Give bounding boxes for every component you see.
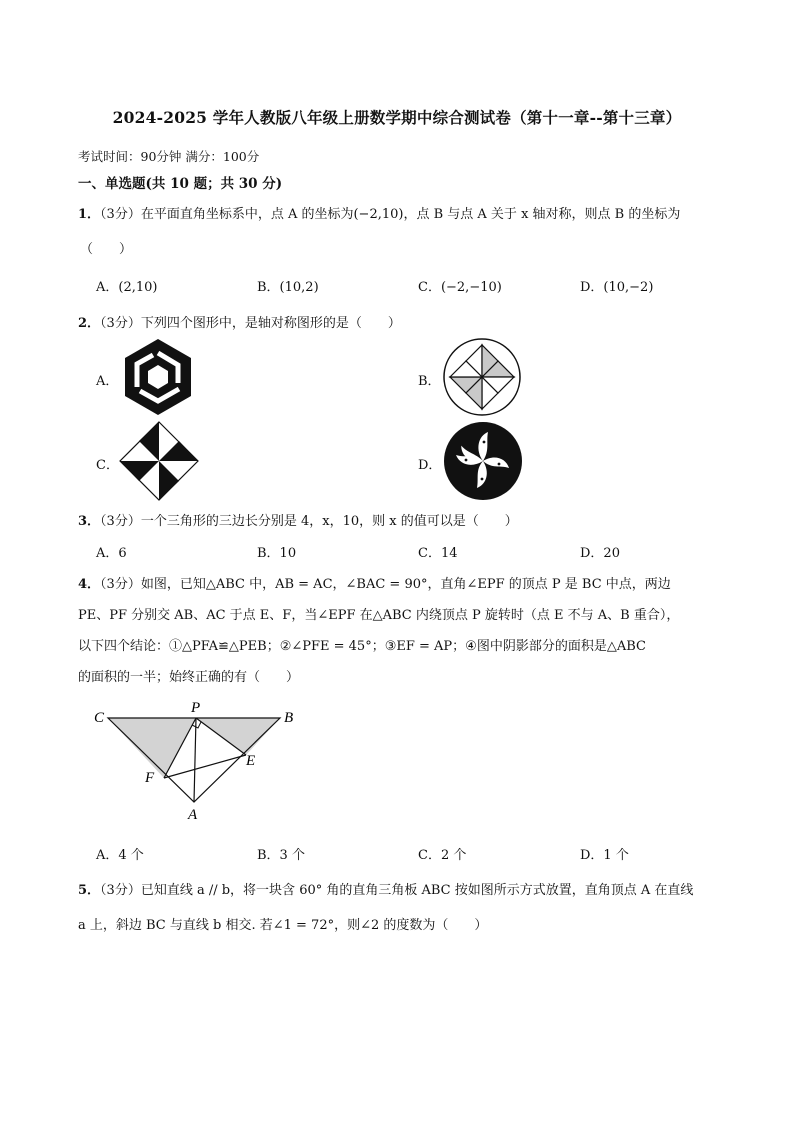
q1-number: 1．: [78, 207, 101, 222]
q4-option-d[interactable]: D．1 个: [580, 848, 629, 863]
q4-option-b[interactable]: B．3 个: [257, 848, 305, 863]
q2-figure-c-diamond: [118, 420, 200, 502]
q2-line1: [78, 312, 401, 331]
q1-option-d[interactable]: D．(10,−2): [580, 280, 654, 295]
q5-text-line1: 已知直线 a // b，将一块含 60° 角的直角三角板 ABC 按如图所示方式放置，直角顶点 A 在直线: [140, 883, 694, 898]
q4-label-b: B: [284, 710, 294, 726]
section-heading: 一、单选题(共 10 题；共 30 分): [78, 176, 283, 192]
q4-text-line4: 的面积的一半；始终正确的有（ ）: [78, 670, 300, 685]
q5-score: （3分）: [100, 883, 141, 898]
q2-figure-d-bauhinia: [442, 420, 524, 502]
q2-label-a[interactable]: A．: [96, 374, 119, 389]
q3-score: （3分）: [100, 514, 141, 529]
q4-option-a[interactable]: A．4 个: [96, 848, 144, 863]
q3-option-c[interactable]: C．14: [418, 546, 458, 561]
q2-text: 下列四个图形中，是轴对称图形的是（ ）: [140, 316, 401, 331]
q4-text-line3: 以下四个结论：①△PFA≌△PEB；②∠PFE = 45°；③EF = AP；④图中阴影部分的面积是△ABC: [78, 639, 646, 654]
q4-score: （3分）: [100, 577, 141, 592]
q4-label-a: A: [188, 807, 198, 823]
q2-label-d[interactable]: D．: [418, 458, 442, 473]
q5-line1: [78, 879, 693, 898]
q3-number: 3．: [78, 514, 101, 529]
q1-text: 在平面直角坐标系中，点 A 的坐标为(−2,10)，点 B 与点 A 关于 x 轴对称，则点 B 的坐标为: [140, 207, 681, 222]
q3-option-a[interactable]: A．6: [96, 546, 127, 561]
q4-label-c: C: [94, 710, 105, 726]
q3-text: 一个三角形的三边长分别是 4，x，10，则 x 的值可以是（ ）: [140, 514, 518, 529]
q5-number: 5．: [78, 883, 101, 898]
q4-line1: [78, 573, 671, 592]
q2-figure-b-pinwheel: [442, 337, 522, 417]
q4-number: 4．: [78, 577, 101, 592]
q1-option-b[interactable]: B．(10,2): [257, 280, 319, 295]
q2-label-c[interactable]: C．: [96, 458, 119, 473]
q1-line1: [78, 203, 680, 222]
exam-title: 2024-2025 学年人教版八年级上册数学期中综合测试卷（第十一章--第十三章）: [112, 108, 682, 127]
q2-score: （3分）: [100, 316, 141, 331]
q5-text-line2: a 上，斜边 BC 与直线 b 相交. 若∠1 = 72°，则∠2 的度数为（ ）: [78, 918, 488, 933]
exam-info: 考试时间：90分钟 满分：100分: [78, 149, 260, 164]
q1-option-c[interactable]: C．(−2,−10): [418, 280, 502, 295]
q4-label-f: F: [145, 770, 155, 786]
q4-text-line2: PE、PF 分别交 AB、AC 于点 E、F，当∠EPF 在△ABC 内绕顶点 P 旋转时（点 E 不与 A、B 重合），: [78, 608, 680, 623]
q4-triangle-figure: [88, 698, 318, 826]
q4-label-p: P: [191, 700, 201, 716]
q2-number: 2．: [78, 316, 101, 331]
q4-text-line1: 如图，已知△ABC 中，AB = AC，∠BAC = 90°，直角∠EPF 的顶点 P 是 BC 中点，两边: [140, 577, 671, 592]
q2-figure-a-hexagon-knot: [118, 337, 198, 417]
q1-option-a[interactable]: A．(2,10): [96, 280, 158, 295]
q1-score: （3分）: [100, 207, 141, 222]
q3-option-d[interactable]: D．20: [580, 546, 620, 561]
q4-label-e: E: [246, 753, 256, 769]
q3-line1: [78, 510, 518, 529]
q2-label-b[interactable]: B．: [418, 374, 441, 389]
q1-line2: （ ）: [80, 242, 133, 257]
q3-option-b[interactable]: B．10: [257, 546, 297, 561]
q4-option-c[interactable]: C．2 个: [418, 848, 467, 863]
